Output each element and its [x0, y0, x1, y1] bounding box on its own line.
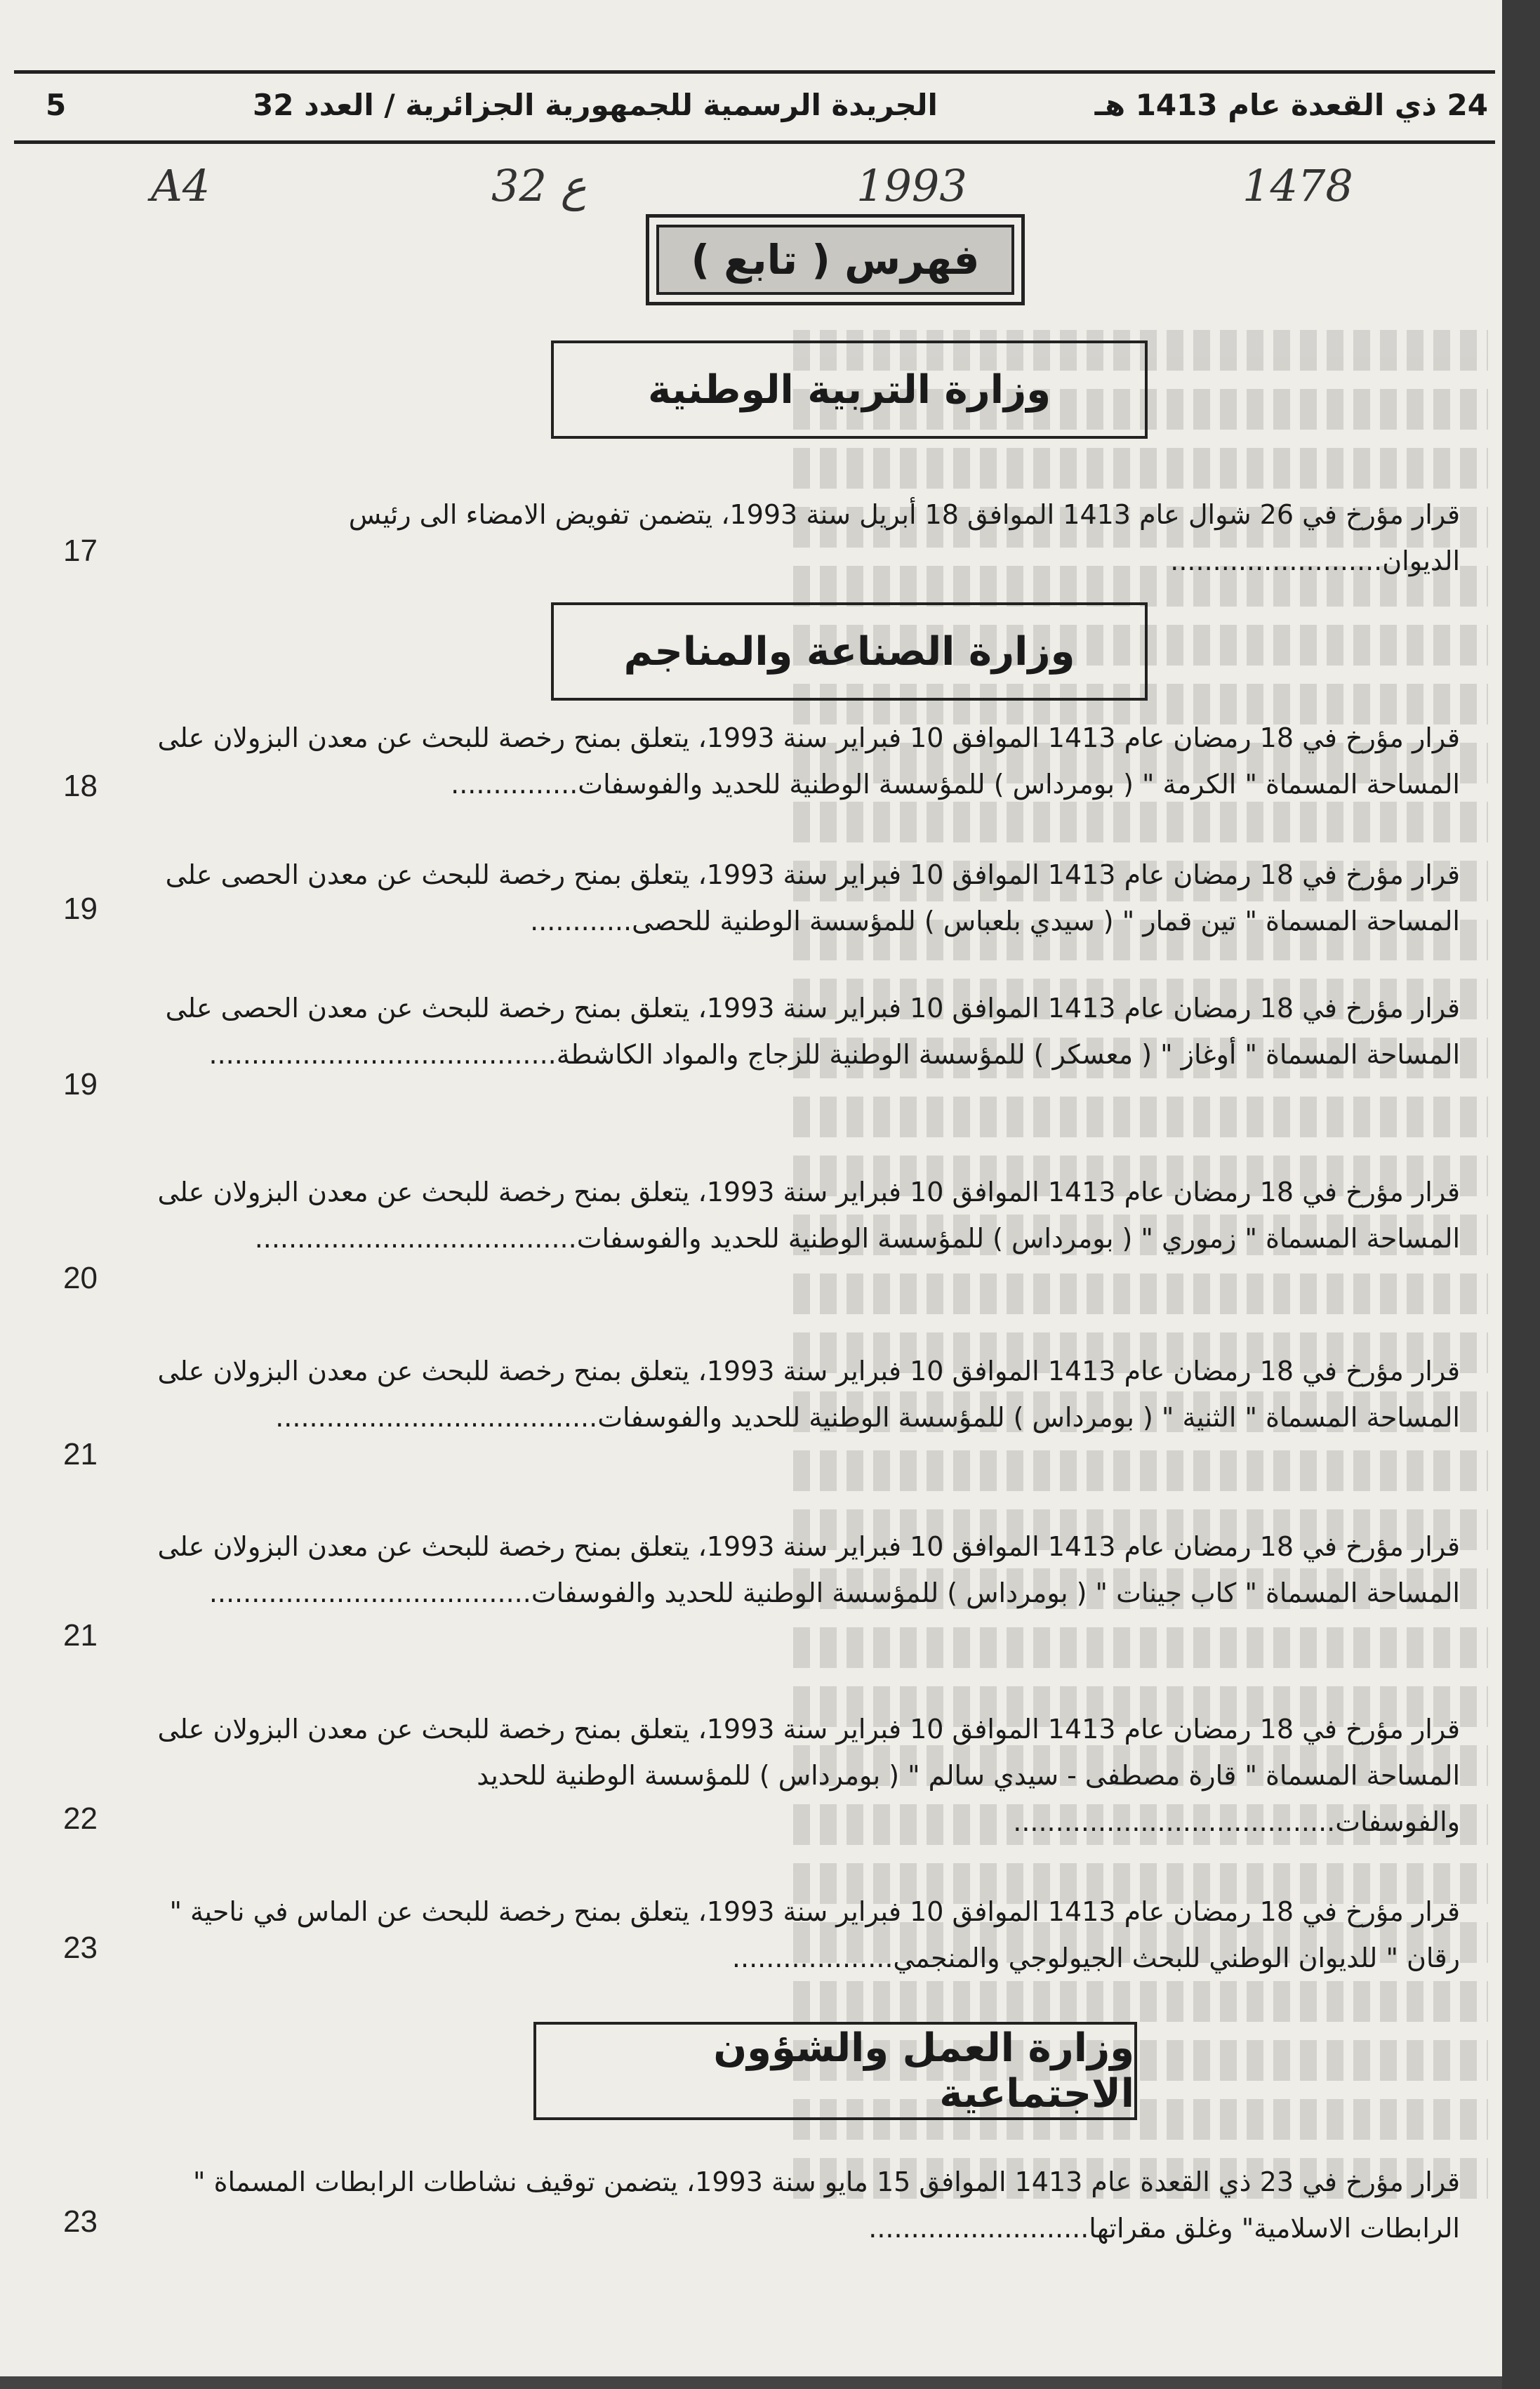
header-page-number: 5	[46, 88, 67, 122]
entry-page-number: 22	[63, 1801, 98, 1836]
entry-page-number: 23	[63, 1931, 98, 1965]
index-entry: قرار مؤرخ في 23 ذي القعدة عام 1413 الموافق 15 مايو سنة 1993، يتضمن توقيف نشاطات الرابطات المسماة " الرابطات الاسلامية" وغلق مقراتها..........................	[193, 2166, 1460, 2244]
header-date: 24 ذي القعدة عام 1413 هـ	[1094, 88, 1488, 122]
index-entry: قرار مؤرخ في 18 رمضان عام 1413 الموافق 10 فبراير سنة 1993، يتعلق بمنح رخصة للبحث عن معدن البزولان على المساحة المسماة " الكرمة " ( بومرداس ) للمؤسسة الوطنية للحديد والفوسفات...............	[157, 722, 1460, 800]
entry-page-number: 19	[63, 1067, 98, 1101]
handwritten-note-1: 1478	[1242, 160, 1353, 211]
entry-page-number: 23	[63, 2204, 98, 2239]
section-heading-industry-mines: وزارة الصناعة والمناجم	[551, 602, 1148, 701]
entry-page-number: 21	[63, 1437, 98, 1471]
entry-page-number: 18	[63, 769, 98, 803]
section-heading-labour-social-affairs: وزارة العمل والشؤون الاجتماعية	[533, 2022, 1137, 2120]
scan-edge-bottom	[0, 2376, 1502, 2389]
index-title: فهرس ( تابع )	[656, 225, 1014, 295]
index-entry: قرار مؤرخ في 18 رمضان عام 1413 الموافق 10 فبراير سنة 1993، يتعلق بمنح رخصة للبحث عن معدن البزولان على المساحة المسماة " كاب جينات " ( بومرداس ) للمؤسسة الوطنية للحديد والفوسفات......................................	[157, 1531, 1460, 1608]
handwritten-note-2: 1993	[856, 160, 967, 211]
index-entry: قرار مؤرخ في 26 شوال عام 1413 الموافق 18 أبريل سنة 1993، يتضمن تفويض الامضاء الى رئيس الديوان.........................	[348, 499, 1460, 576]
scan-edge-right	[1502, 0, 1540, 2389]
index-entry: قرار مؤرخ في 18 رمضان عام 1413 الموافق 10 فبراير سنة 1993، يتعلق بمنح رخصة للبحث عن معدن البزولان على المساحة المسماة " قارة مصطفى - سيدي سالم " ( بومرداس ) للمؤسسة الوطنية للحديد والفوسفات......................................	[157, 1714, 1460, 1837]
index-entry: قرار مؤرخ في 18 رمضان عام 1413 الموافق 10 فبراير سنة 1993، يتعلق بمنح رخصة للبحث عن معدن الحصى على المساحة المسماة " أوغاز " ( معسكر ) للمؤسسة الوطنية للزجاج والمواد الكاشطة.........................................	[165, 993, 1460, 1070]
index-entry: قرار مؤرخ في 18 رمضان عام 1413 الموافق 10 فبراير سنة 1993، يتعلق بمنح رخصة للبحث عن معدن البزولان على المساحة المسماة " الثنية " ( بومرداس ) للمؤسسة الوطنية للحديد والفوسفات......................................	[157, 1356, 1460, 1433]
entry-page-number: 19	[63, 892, 98, 926]
section-heading-education: وزارة التربية الوطنية	[551, 340, 1148, 439]
index-entry: قرار مؤرخ في 18 رمضان عام 1413 الموافق 10 فبراير سنة 1993، يتعلق بمنح رخصة للبحث عن معدن الحصى على المساحة المسماة " تين قمار " ( سيدي بلعباس ) للمؤسسة الوطنية للحصى............	[165, 859, 1460, 937]
entry-page-number: 21	[63, 1618, 98, 1653]
entry-page-number: 17	[63, 534, 98, 568]
index-entry: قرار مؤرخ في 18 رمضان عام 1413 الموافق 10 فبراير سنة 1993، يتعلق بمنح رخصة للبحث عن معدن البزولان على المساحة المسماة " زموري " ( بومرداس ) للمؤسسة الوطنية للحديد والفوسفات......................................	[157, 1177, 1460, 1254]
header-journal: الجريدة الرسمية للجمهورية الجزائرية / العدد 32	[253, 88, 938, 122]
handwritten-note-4: A4	[151, 160, 211, 211]
index-entry: قرار مؤرخ في 18 رمضان عام 1413 الموافق 10 فبراير سنة 1993، يتعلق بمنح رخصة للبحث عن الماس في ناحية " رقان " للديوان الوطني للبحث الجيولوجي والمنجمي...................	[169, 1896, 1460, 1973]
index-title-box	[646, 214, 1025, 305]
entry-page-number: 20	[63, 1261, 98, 1295]
handwritten-note-3: 32 ع	[491, 160, 587, 211]
page-header	[14, 70, 1495, 144]
